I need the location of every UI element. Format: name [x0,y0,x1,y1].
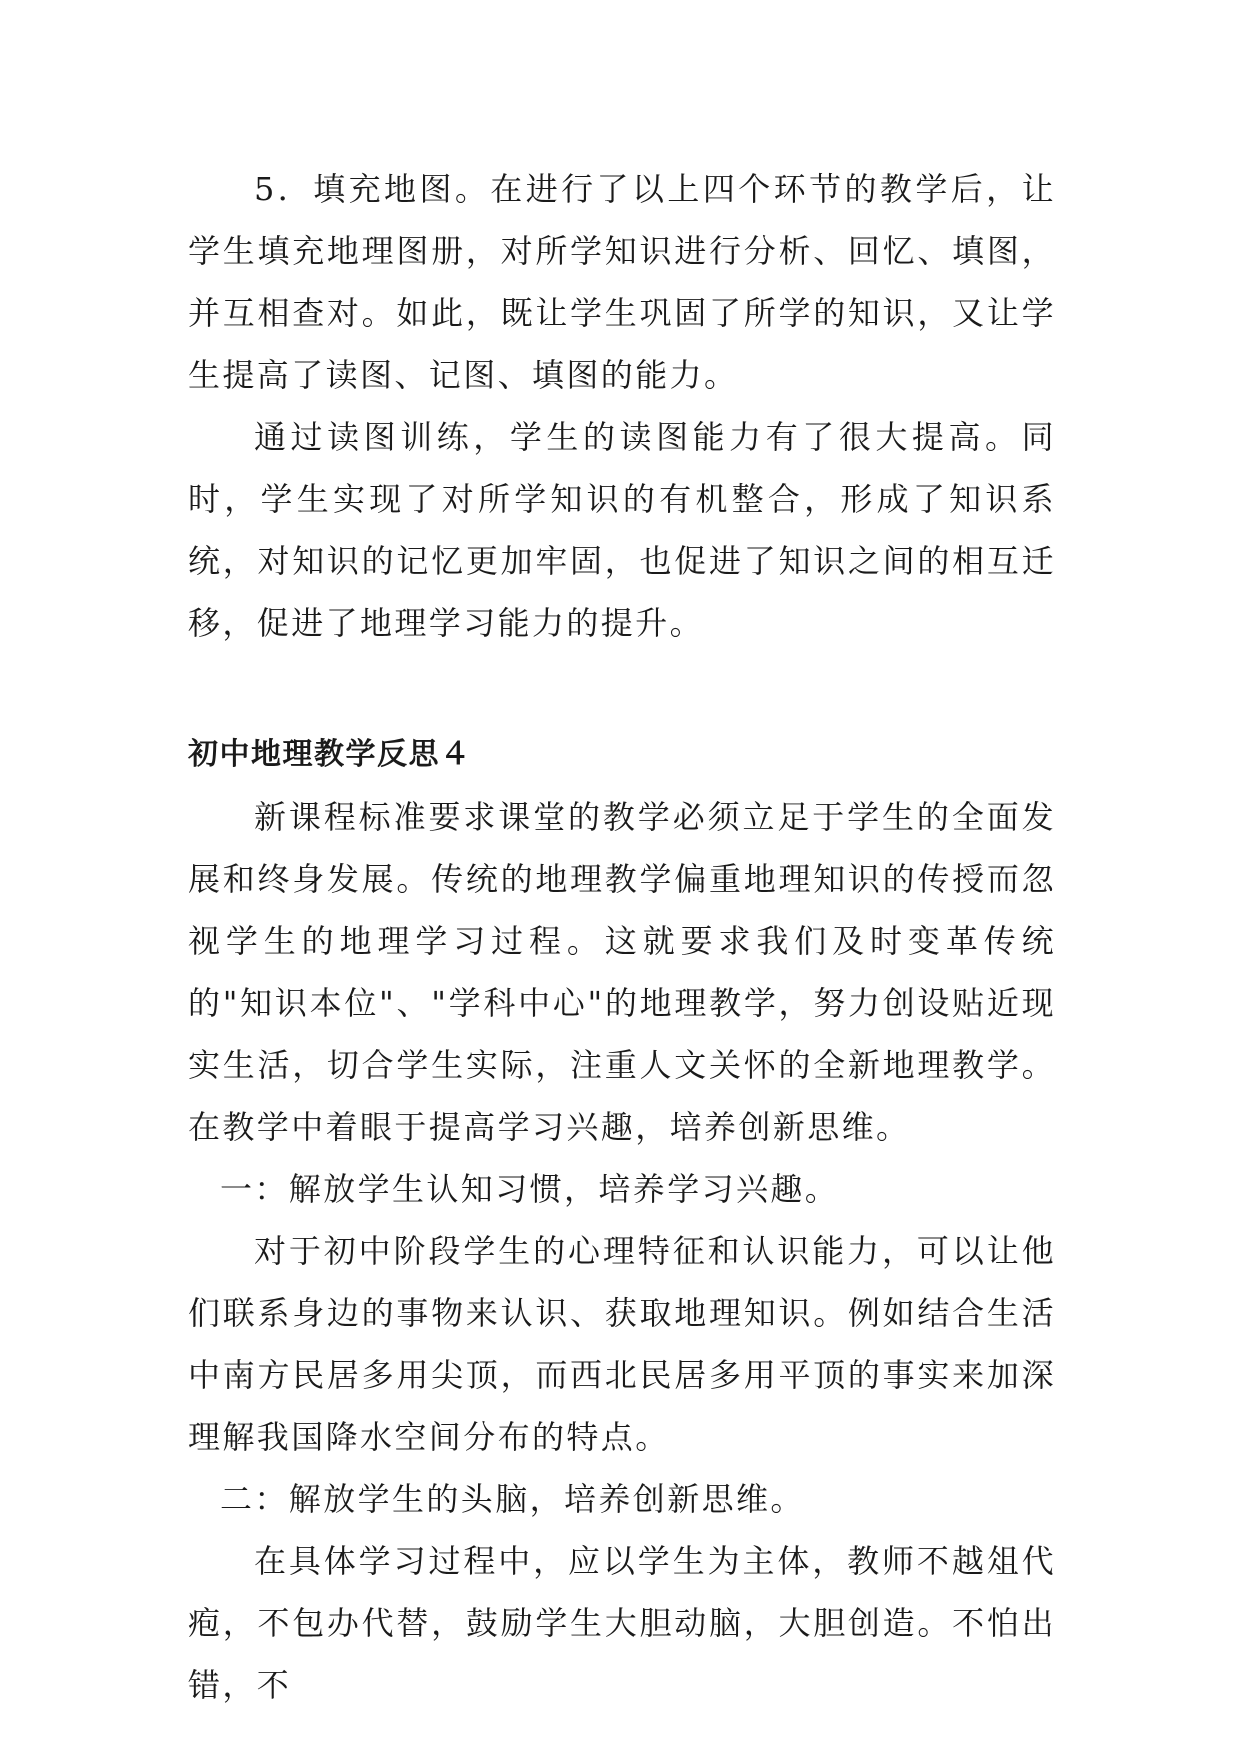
subheading-one: 一：解放学生认知习惯，培养学习兴趣。 [220,1170,840,1208]
section-spacer [188,654,1056,724]
paragraph-intro: 新课程标准要求课堂的教学必须立足于学生的全面发展和终身发展。传统的地理教学偏重地理知识的传授而忽视学生的地理学习过程。这就要求我们及时变革传统的"知识本位"、"学科中心"的地理教学，努力创设贴近现实生活，切合学生实际，注重人文关怀的全新地理教学。在教学中着眼于提高学习兴趣，培养创新思维。 [188,798,1056,1146]
paragraph-cognition: 对于初中阶段学生的心理特征和认识能力，可以让他们联系身边的事物来认识、获取地理知识。例如结合生活中南方民居多用尖顶，而西北民居多用平顶的事实来加深理解我国降水空间分布的特点。 [188,1232,1056,1456]
paragraph-creative: 在具体学习过程中，应以学生为主体，教师不越俎代疱，不包办代替，鼓励学生大胆动脑，大胆创造。不怕出错，不 [188,1542,1056,1704]
subheading-two: 二：解放学生的头脑，培养创新思维。 [220,1480,805,1518]
paragraph-map-training: 通过读图训练，学生的读图能力有了很大提高。同时，学生实现了对所学知识的有机整合，形成了知识系统，对知识的记忆更加牢固，也促进了知识之间的相互迁移，促进了地理学习能力的提升。 [188,418,1056,642]
paragraph-fill-map: 5．填充地图。在进行了以上四个环节的教学后，让学生填充地理图册，对所学知识进行分析、回忆、填图，并互相查对。如此，既让学生巩固了所学的知识，又让学生提高了读图、记图、填图的能力。 [188,170,1056,394]
document-body [188,158,1056,1716]
section-title: 初中地理教学反思４ [188,737,472,772]
